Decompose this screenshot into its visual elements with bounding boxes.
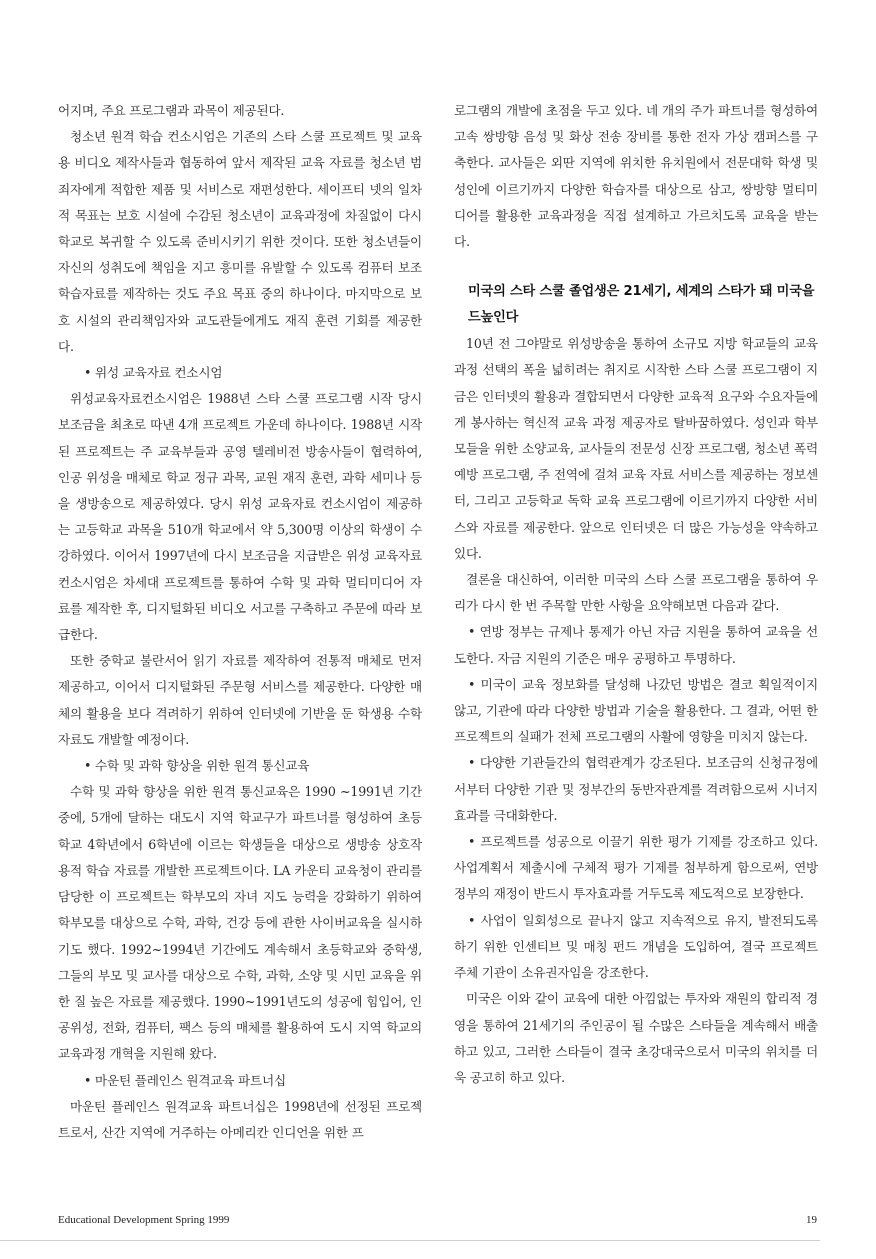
section-heading: 미국의 스타 스쿨 졸업생은 21세기, 세계의 스타가 돼 미국을 드높인다: [468, 284, 815, 326]
bullet-item: • 사업이 일회성으로 끝나지 않고 지속적으로 유지, 발전되도록 하기 위한 인센티브 및 매칭 펀드 개념을 도입하여, 결국 프로젝트 주체 기관이 소유권자임을 강조한다.: [454, 912, 818, 981]
journal-footer: Educational Development Spring 1999: [58, 1214, 230, 1226]
bullet-item: • 미국이 교육 정보화를 달성해 나갔던 방법은 결코 획일적이지 않고, 기관에 따라 다양한 방법과 기술을 활용한다. 그 결과, 어떤 한 프로젝트의 실패가 전체 프로그램의 사활에 영향을 미치지 않는다.: [454, 676, 818, 745]
paragraph: 수학 및 과학 향상을 위한 원격 통신교육은 1990 ~1991년 기간 중에, 5개에 달하는 대도시 지역 학교구가 파트너를 형성하여 초등학교 4학년에서 6학년에 이르는 학생들을 대상으로 생방송 상호작용적 학습 자료를 개발한 프로젝트이다. LA 카운티 교육청이 관리를 담당한 이 프로젝트는 학부모의 자녀 지도 능력을 강화하기 위하여 학부모를 대상으로 수학, 과학, 건강 등에 관한 사이버교육을 실시하기도 했다. 1992~1994년 기간에도 계속해서 초등학교와 중학생, 그들의 부모 및 교사를 대상으로 수학, 과학, 소양 및 시민 교육을 위한 질 높은 자료를 제공했다. 1990~1991년도의 성공에 힘입어, 인공위성, 전화, 컴퓨터, 팩스 등의 매체를 활용하여 도시 지역 학교의 교육과정 개혁을 지원해 왔다.: [58, 784, 422, 1062]
left-column: [58, 98, 422, 1146]
subsection-heading: • 수학 및 과학 향상을 위한 원격 통신교육: [84, 758, 310, 774]
bullet-item: • 다양한 기관들간의 협력관계가 강조된다. 보조금의 신청규정에서부터 다양한 기관 및 정부간의 동반자관계를 격려함으로써 시너지 효과를 극대화한다.: [454, 755, 818, 823]
bullet-item: • 연방 정부는 규제나 통제가 아닌 자금 지원을 통하여 교육을 선도한다. 자금 지원의 기준은 매우 공평하고 투명하다.: [454, 624, 818, 666]
paragraph: 또한 중학교 불란서어 읽기 자료를 제작하여 전통적 매체로 먼저 제공하고, 이어서 디지털화된 주문형 서비스를 제공한다. 다양한 매체의 활용을 보다 격려하기 위하여 인터넷에 기반을 둔 학생용 수학 자료도 개발할 예정이다.: [58, 653, 422, 747]
paragraph: 로그램의 개발에 초점을 두고 있다. 네 개의 주가 파트너를 형성하여 고속 쌍방향 음성 및 화상 전송 장비를 통한 전자 가상 캠퍼스를 구축한다. 교사들은 외딴 지역에 위치한 유치원에서 전문대학 학생 및 성인에 이르기까지 다양한 학습자를 대상으로 삼고, 쌍방향 멀티미디어를 활용한 교육과정을 직접 설계하고 가르치도록 교육을 받는다.: [454, 103, 818, 250]
paragraph: 미국은 이와 같이 교육에 대한 아낌없는 투자와 재원의 합리적 경영을 통하여 21세기의 주인공이 될 수많은 스타들을 계속해서 배출하고 있고, 그러한 스타들이 결국 초강대국으로서 미국의 위치를 더욱 공고히 하고 있다.: [454, 991, 818, 1085]
subsection-heading: • 마운틴 플레인스 원격교육 파트너십: [84, 1072, 286, 1088]
paragraph: 청소년 원격 학습 컨소시엄은 기존의 스타 스쿨 프로젝트 및 교육용 비디오 제작사들과 협동하여 앞서 제작된 교육 자료를 청소년 범죄자에게 적합한 제품 및 서비스로 재편성한다. 세이프티 넷의 일차적 목표는 보호 시설에 수감된 청소년이 교육과정에 차질없이 다시 학교로 복귀할 수 있도록 준비시키기 위한 것이다. 또한 청소년들이 자신의 성취도에 책임을 지고 흥미를 유발할 수 있도록 컴퓨터 보조학습자료를 제작하는 것도 주요 목표 중의 하나이다. 마지막으로 보호 시설의 관리책임자와 교도관들에게도 재직 훈련 기회를 제공한다.: [58, 129, 422, 354]
page-number: 19: [806, 1214, 817, 1226]
right-column: [454, 98, 818, 1091]
paragraph: 10년 전 그야말로 위성방송을 통하여 소규모 지방 학교들의 교육과정 선택의 폭을 넓히려는 취지로 시작한 스타 스쿨 프로그램이 지금은 인터넷의 활용과 결합되면서 다양한 교육적 요구와 수요자들에게 봉사하는 혁신적 교육 과정 제공자로 탈바꿈하였다. 성인과 학부모들을 위한 소양교육, 교사들의 전문성 신장 프로그램, 청소년 폭력예방 프로그램, 주 전역에 걸쳐 교육 자료 서비스를 제공하는 정보센터, 그리고 고등학교 독학 교육 프로그램에 이르기까지 다양한 서비스와 자료를 제공한다. 앞으로 인터넷은 더 많은 가능성을 약속하고 있다.: [454, 336, 818, 561]
bullet-item: • 프로젝트를 성공으로 이끌기 위한 평가 기제를 강조하고 있다. 사업계획서 제출시에 구체적 평가 기제를 첨부하게 함으로써, 연방 정부의 재정이 반드시 투자효과를 거두도록 제도적으로 보장한다.: [454, 834, 818, 902]
paragraph: 마운틴 플레인스 원격교육 파트너십은 1998년에 선정된 프로젝트로서, 산간 지역에 거주하는 아메리칸 인디언을 위한 프: [58, 1098, 422, 1140]
bottom-divider: [0, 1240, 820, 1241]
paragraph: 결론을 대신하여, 이러한 미국의 스타 스쿨 프로그램을 통하여 우리가 다시 한 번 주목할 만한 사항을 요약해보면 다음과 같다.: [454, 572, 818, 614]
paragraph: 위성교육자료컨소시엄은 1988년 스타 스쿨 프로그램 시작 당시 보조금을 최초로 따낸 4개 프로젝트 가운데 하나이다. 1988년 시작된 프로젝트는 주 교육부들과 공영 텔레비전 방송사들이 협력하여, 인공 위성을 매체로 학교 정규 과목, 교원 재직 훈련, 과학 세미나 등을 생방송으로 제공하였다. 당시 위성 교육자료 컨소시엄이 제공하는 고등학교 과목을 510개 학교에서 약 5,300명 이상의 학생이 수강하였다. 이어서 1997년에 다시 보조금을 지급받은 위성 교육자료 컨소시엄은 차세대 프로젝트를 통하여 수학 및 과학 멀티미디어 자료를 제작한 후, 디지털화된 비디오 서고를 구축하고 주문에 따라 보급한다.: [58, 391, 422, 643]
paragraph: 어지며, 주요 프로그램과 과목이 제공된다.: [58, 103, 285, 118]
subsection-heading: • 위성 교육자료 컨소시엄: [84, 365, 223, 381]
